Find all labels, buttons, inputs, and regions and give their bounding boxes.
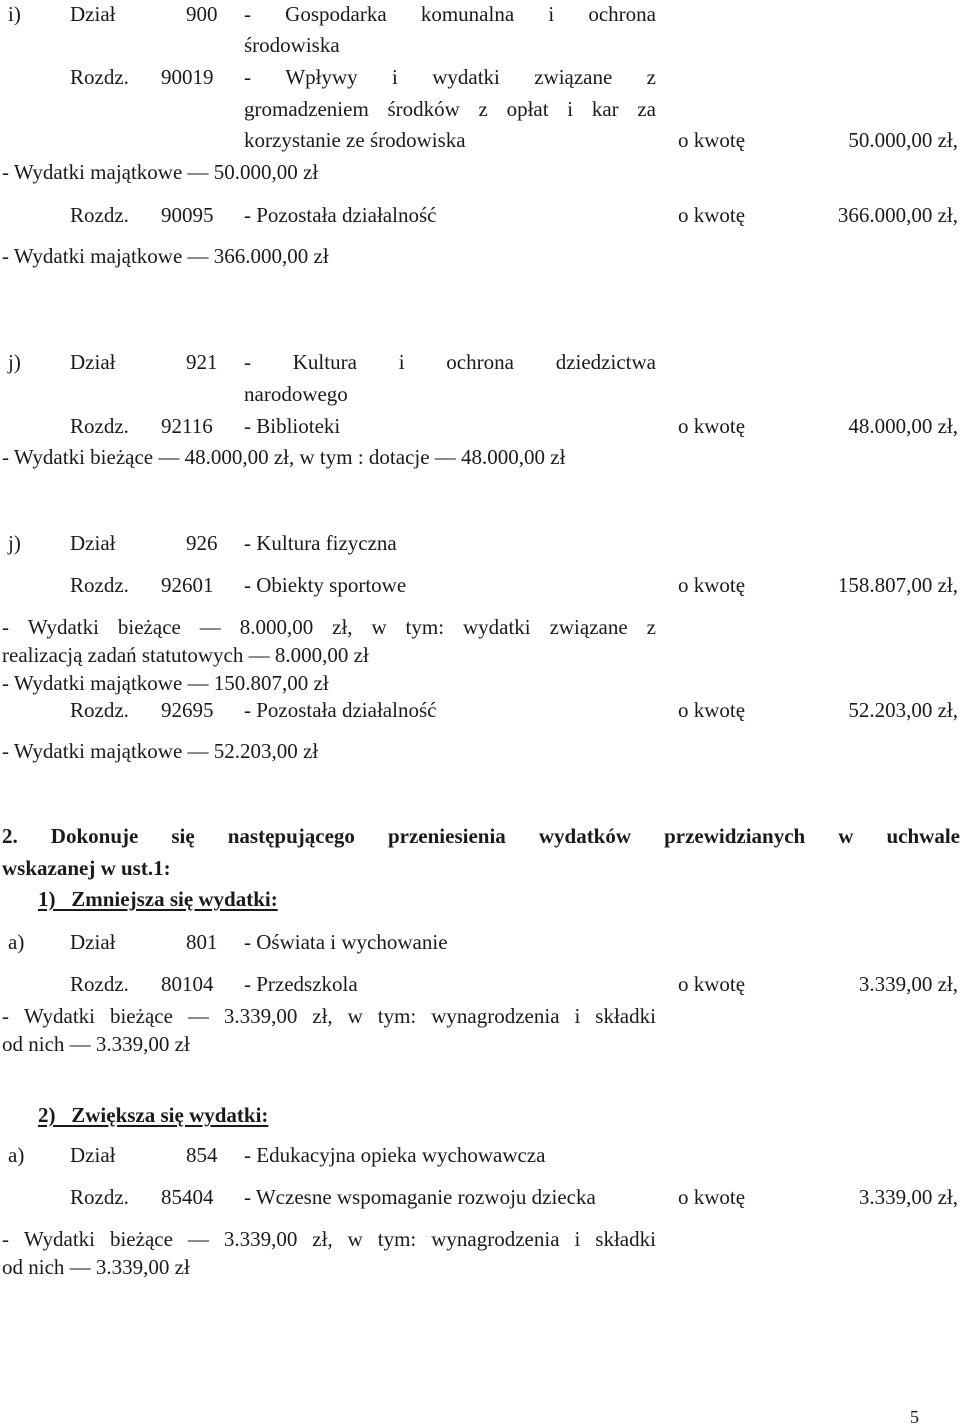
o-kwote-label: o kwotę xyxy=(678,414,746,438)
rozdz-title: - Przedszkola xyxy=(244,972,358,996)
rozdz-title-cont: korzystanie ze środowiska xyxy=(244,128,466,152)
dzial-title: - Kultura i ochrona dziedzictwa xyxy=(244,350,656,374)
rozdz-number: 92695 xyxy=(161,698,214,722)
expense-line: - Wydatki majątkowe — 150.807,00 zł xyxy=(2,671,329,695)
expense-line: - Wydatki majątkowe — 50.000,00 zł xyxy=(2,160,319,184)
expense-line: - Wydatki majątkowe — 52.203,00 zł xyxy=(2,739,319,763)
rozdz-title: - Pozostała działalność xyxy=(244,203,437,227)
section-marker: a) xyxy=(8,1143,25,1167)
dzial-label: Dział xyxy=(70,930,116,954)
rozdz-title: - Pozostała działalność xyxy=(244,698,437,722)
dzial-title: - Kultura fizyczna xyxy=(244,531,397,555)
amount: 52.203,00 zł, xyxy=(848,698,958,722)
o-kwote-label: o kwotę xyxy=(678,972,746,996)
expense-line: - Wydatki majątkowe — 366.000,00 zł xyxy=(2,244,329,268)
amount: 3.339,00 zł, xyxy=(858,972,958,996)
rozdz-number: 90095 xyxy=(161,203,214,227)
dzial-label: Dział xyxy=(70,1143,116,1167)
rozdz-number: 90019 xyxy=(161,65,214,89)
expense-line-cont: realizacją zadań statutowych — 8.000,00 zł xyxy=(2,643,369,667)
dzial-title-cont: środowiska xyxy=(244,33,340,57)
o-kwote-label: o kwotę xyxy=(678,203,746,227)
rozdz-title: - Wczesne wspomaganie rozwoju dziecka xyxy=(244,1185,596,1209)
o-kwote-label: o kwotę xyxy=(678,698,746,722)
rozdz-title-cont: gromadzeniem środków z opłat i kar za xyxy=(244,97,656,121)
amount: 158.807,00 zł, xyxy=(837,573,958,597)
rozdz-label: Rozdz. xyxy=(70,573,129,597)
section-marker: a) xyxy=(8,930,25,954)
rozdz-number: 85404 xyxy=(161,1185,214,1209)
dzial-title: - Gospodarka komunalna i ochrona xyxy=(244,2,656,26)
amount: 3.339,00 zł, xyxy=(858,1185,958,1209)
dzial-title: - Oświata i wychowanie xyxy=(244,930,448,954)
o-kwote-label: o kwotę xyxy=(678,573,746,597)
dzial-number: 801 xyxy=(186,930,218,954)
amount: 50.000,00 zł, xyxy=(848,128,958,152)
dzial-number: 900 xyxy=(186,2,218,26)
rozdz-label: Rozdz. xyxy=(70,203,129,227)
section-marker: j) xyxy=(8,350,21,374)
expense-line: - Wydatki bieżące — 8.000,00 zł, w tym: wydatki związane z xyxy=(2,615,656,639)
o-kwote-label: o kwotę xyxy=(678,1185,746,1209)
dzial-number: 854 xyxy=(186,1143,218,1167)
expense-line: - Wydatki bieżące — 3.339,00 zł, w tym: wynagrodzenia i składki xyxy=(2,1004,656,1028)
dzial-title: - Edukacyjna opieka wychowawcza xyxy=(244,1143,546,1167)
section-marker: i) xyxy=(8,2,21,26)
rozdz-title: - Obiekty sportowe xyxy=(244,573,407,597)
expense-line-cont: od nich — 3.339,00 zł xyxy=(2,1032,190,1056)
dzial-label: Dział xyxy=(70,531,116,555)
point-2-heading-cont: wskazanej w ust.1: xyxy=(2,856,171,880)
rozdz-label: Rozdz. xyxy=(70,972,129,996)
dzial-number: 926 xyxy=(186,531,218,555)
expense-line-cont: od nich — 3.339,00 zł xyxy=(2,1255,190,1279)
rozdz-number: 80104 xyxy=(161,972,214,996)
expense-line: - Wydatki bieżące — 48.000,00 zł, w tym : dotacje — 48.000,00 zł xyxy=(2,445,566,469)
rozdz-label: Rozdz. xyxy=(70,698,129,722)
rozdz-label: Rozdz. xyxy=(70,414,129,438)
page-number: 5 xyxy=(910,1407,919,1427)
rozdz-title: - Wpływy i wydatki związane z xyxy=(244,65,656,89)
dzial-label: Dział xyxy=(70,350,116,374)
dzial-number: 921 xyxy=(186,350,218,374)
rozdz-number: 92116 xyxy=(161,414,213,438)
rozdz-label: Rozdz. xyxy=(70,1185,129,1209)
o-kwote-label: o kwotę xyxy=(678,128,746,152)
rozdz-number: 92601 xyxy=(161,573,214,597)
rozdz-label: Rozdz. xyxy=(70,65,129,89)
section-marker: j) xyxy=(8,531,21,555)
dzial-label: Dział xyxy=(70,2,116,26)
subheading-increase: 2) Zwiększa się wydatki: xyxy=(38,1103,269,1127)
dzial-title-cont: narodowego xyxy=(244,382,348,406)
amount: 48.000,00 zł, xyxy=(848,414,958,438)
expense-line: - Wydatki bieżące — 3.339,00 zł, w tym: wynagrodzenia i składki xyxy=(2,1227,656,1251)
point-2-heading: 2. Dokonuje się następującego przeniesienia wydatków przewidzianych w uchwale xyxy=(2,824,960,848)
rozdz-title: - Biblioteki xyxy=(244,414,341,438)
amount: 366.000,00 zł, xyxy=(837,203,958,227)
subheading-decrease: 1) Zmniejsza się wydatki: xyxy=(38,887,278,911)
